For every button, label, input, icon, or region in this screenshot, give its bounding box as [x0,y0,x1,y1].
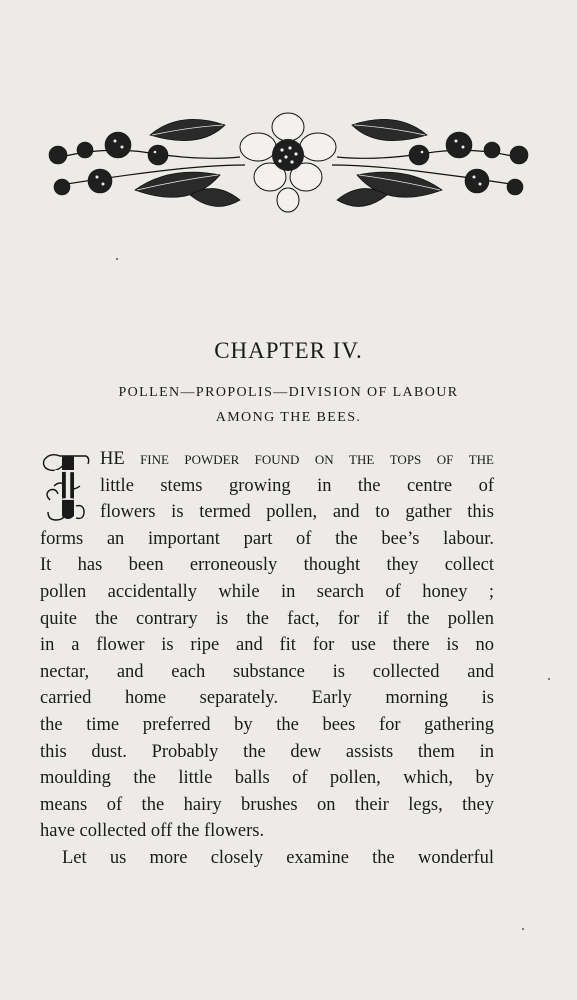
text-line: quite the contrary is the fact, for if the pollen [40,608,494,629]
svg-text:T: T [53,459,83,510]
print-speck [116,258,118,260]
text-line: moulding the little balls of pollen, which, by [40,768,494,789]
text-line: forms an important part of the bee’s labour. [40,528,494,549]
floral-ornament-icon [40,105,537,225]
chapter-title: CHAPTER IV. [214,338,363,363]
chapter-subtitle-line2: AMONG THE BEES. [215,410,362,425]
text-line: this dust. Probably the dew assists them in [40,741,494,762]
text-line: nectar, and each substance is collected and [40,661,494,682]
print-speck [548,678,550,680]
text-line: Let us more closely examine the wonderful [62,847,494,868]
text-line: little stems growing in the centre of [100,475,494,496]
text-line: means of the hairy brushes on their legs, they [40,794,494,815]
text-line: HE fine powder found on the tops of the [100,449,494,469]
text-line: carried home separately. Early morning is [40,688,494,709]
text-line: the time preferred by the bees for gathering [40,714,494,735]
text-line: have collected off the flowers. [40,821,265,842]
text-line: in a flower is ripe and fit for use there is no [40,635,494,656]
dropcap-t-icon [40,450,92,524]
text-line: flowers is termed pollen, and to gather this [100,502,494,523]
text-line: It has been erroneously thought they collect [40,555,494,576]
chapter-subtitle-line1: POLLEN—PROPOLIS—DIVISION OF LABOUR [118,385,459,400]
print-speck [522,928,524,930]
text-line: pollen accidentally while in search of honey ; [40,581,494,602]
body-text [40,446,494,872]
